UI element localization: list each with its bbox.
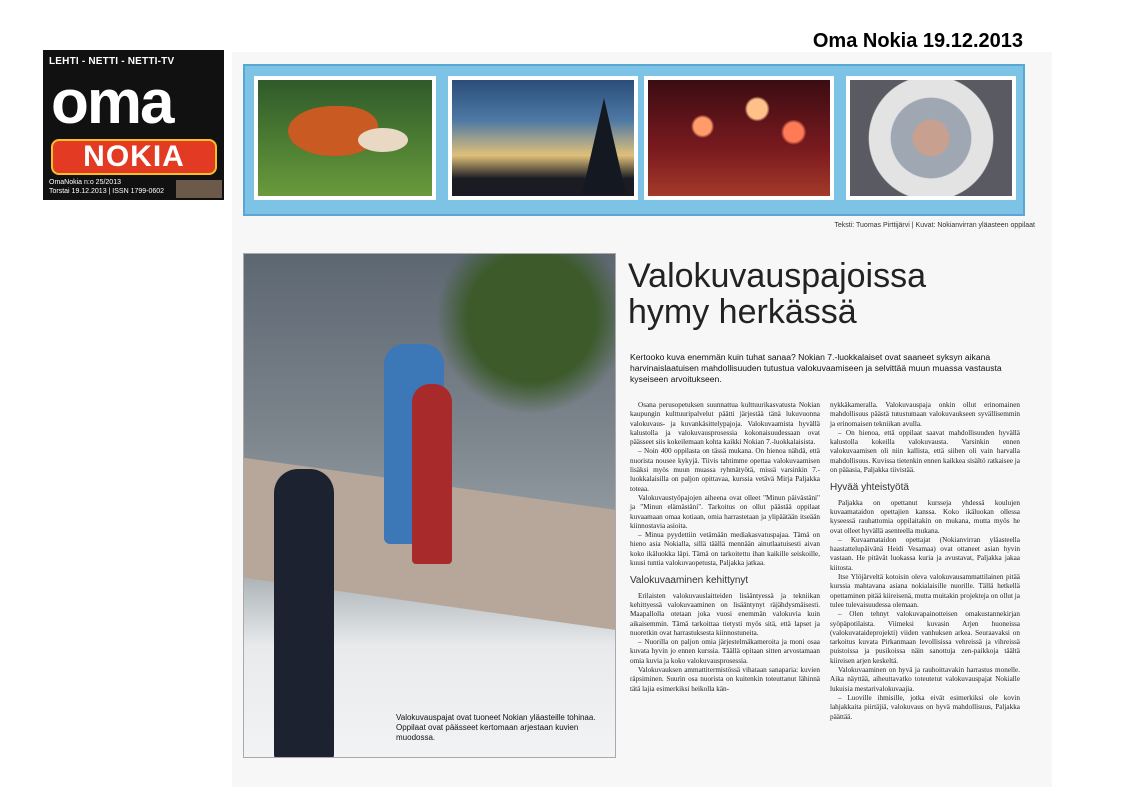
paragraph: – Luoville ihmisille, jotka eivät esimerkiksi ole kovin lahjakkaita piirtäjiä, valokuvaus on hyvä mahdollisuus, Paljakka päättää. (830, 693, 1020, 721)
paragraph: – Kuvaamataidon opettajat (Nokianvirran yläasteella haastattelupäivänä Heidi Vesamaa) ovat ottaneet asian hyvin vastaan. He pitävät luokassa kuria ja avustavat, Paljakka jakaa kiitosta. (830, 535, 1020, 572)
logo-tagline: LEHTI - NETTI - NETTI-TV (49, 56, 175, 67)
logo-oma: oma (51, 68, 173, 137)
issue-line-1: OmaNokia n:o 25/2013 (49, 179, 121, 186)
paragraph: nykkäkameralla. Valokuvauspaja onkin ollut erinomainen mahdollisuus päästä tutustumaan valokuvaukseen syvällisemmin ja erinomaisen tekniikan avulla. (830, 401, 1020, 428)
paragraph: Valokuvauksen ammattitermistössä vihataan sanaparia: kuvien räpsiminen. Suurin osa nuorista on kuitenkin toteuttanut lähinnä tätä lajia esimerkiksi heikolla kän- (630, 666, 820, 693)
issue-info (49, 178, 164, 196)
paragraph: Valokuvaaminen on hyvä ja rauhoittavakin harrastus monelle. Aika näyttää, aiheuttavatko toteutetut valokuvauspajat Nokialle lukuisia mestarivalokuvaajia. (830, 666, 1020, 693)
subheading: Valokuvaaminen kehittynyt (630, 575, 749, 587)
article-lead: Kertooko kuva enemmän kuin tuhat sanaa? Nokian 7.-luokkalaiset ovat saaneet syksyn aikana harvinaislaatuisen mahdollisuuden tutustua valokuvaamiseen ja selvittää muun muassa vastausta kyseiseen arvoitukseen. (630, 352, 1002, 384)
source-stamp: Oma Nokia 19.12.2013 (812, 30, 1023, 52)
shoes-circle-photo (846, 76, 1016, 200)
photo-caption: Valokuvauspajat ovat tuoneet Nokian yläasteille tohinaa. Oppilaat ovat päässeet kertomaan arjestaan kuvien muodossa. (396, 713, 596, 742)
logo-nokia-badge (51, 139, 217, 175)
fox-photo (254, 76, 436, 200)
paragraph: Erilaisten valokuvauslaitteiden lisääntyessä ja tekniikan kehittyessä valokuvaaminen on lisääntynyt räjähdysmäisesti. Maapallolla otetaan joka vuosi enemmän valokuvia kuin aikaisemmin. Tämä tarkoittaa tietysti myös sitä, että lapset ja nuoretkin ovat harrastuksesta kiinnostuneita. (630, 591, 820, 637)
paragraph: Osana perusopetuksen suunnattua kulttuurikasvatusta Nokian kaupungin kulttuuripalvelut päätti järjestää tänä lukuvuonna valokuvaus- ja kuvankäsittelypajoja. Valokuvaamista hyvällä kalustolla ja valokuvausprosessia kokonaisuudessaan ovat päässeet siis kokeilemaan kohta kaikki Nokian 7.-luokkalaisista. (630, 401, 820, 447)
issue-line-2: Torstai 19.12.2013 | ISSN 1799-0602 (49, 188, 165, 195)
paragraph: – Minua pyydettiin vetämään mediakasvatuspajaa. Tämä on hieno asia Nokialla, sillä täällä mennään ainutlaatuisesti aivan koko ikäluokka läpi. Tämä on tarkoitettu ihan kaikille seiskoille, kuusi tuntia valokuvaopetusta, Paljakka jatkaa. (630, 531, 820, 568)
main-article-photo (243, 253, 616, 758)
paragraph: – Olen tehnyt valokuvapainotteisen omakustannekirjan syöpäpotilaista. Viimeksi kuvasin Arjen huoneissa (valokuvataideprojekti) viiden vanhuksen arkea. Seuraavaksi on tarkoitus kuvata Pirkanmaan levollisissa vehreissä ja vihreissä puistoissa ja pusikoissa näin sanottuja zen-paikkoja täältä kiireisen arjen keskeltä. (830, 610, 1020, 665)
subheading: Hyvää yhteistyötä (830, 482, 909, 494)
sunset-tree-photo (448, 76, 638, 200)
article-headline: Valokuvauspajoissa hymy herkässä (628, 257, 926, 331)
paragraph: – Noin 400 oppilasta on tässä mukana. On hienoa nähdä, että nuorista nousee kykyjä. Tiivis tahtimme opettaa valokuvaamisen lisäksi myös muun muassa ryhmätyötä, missä varsinkin 7.-luokkalaisilla on paljon opittavaa, kurssia vetävä Mirja Paljakka toteaa. (630, 447, 820, 493)
logo-nokia-text: NOKIA (83, 140, 185, 173)
newspaper-logo (43, 50, 224, 200)
article-column-2 (830, 401, 1020, 722)
paragraph: Itse Ylöjärveltä kotoisin oleva valokuvausammattilainen pitää kurssia mahtavana asiana nokialaisille nuorille. Tällä hetkellä opettaminen pitää kiireisenä, mutta muitakin projekteja on ollut ja tulee tulevaisuudessa olemaan. (830, 573, 1020, 609)
article-column-1 (630, 401, 820, 694)
paragraph: – Nuorilla on paljon omia järjestelmäkameroita ja moni osaa kuvata hyvin jo ennen kurssia. Täällä opitaan sitten arvostamaan omia kuvia ja koko valokuvausprosessia. (630, 638, 820, 665)
paragraph: Valokuvaustyöpajojen aiheena ovat olleet "Minun päivästäni" ja "Minun elämästäni". Tarkoitus on ollut päästää oppilaat kuvaamaan omaa kotiaan, omia harrastetaan ja ylipäätään itseään kiinnostavia asioita. (630, 493, 820, 530)
bokeh-lights-photo (644, 76, 834, 200)
photo-credit: Teksti: Tuomas Pirttijärvi | Kuvat: Nokianvirran yläasteen oppilaat (834, 222, 1035, 229)
paragraph: Paljakka on opettanut kursseja yhdessä koulujen kuvaamataidon opettajien kanssa. Koko ikäluokan ollessa kyseessä rauhattomia oppilaitakin on mukana, mutta myös he ovat olleet hyvällä asenteella mukana. (830, 498, 1020, 535)
paragraph: – On hienoa, että oppilaat saavat mahdollisuuden hyvällä kalustolla kokeilla valokuvausta. Varsinkin ennen valokuvaamisen oli niin kallista, että siihen oli vain harvalla mahdollisuus. Kuvissa tietenkin ennen kaikkea sisältö ratkaisee ja on pääasia, Paljakka tiivistää. (830, 428, 1020, 475)
cover-thumbnail (176, 180, 222, 198)
